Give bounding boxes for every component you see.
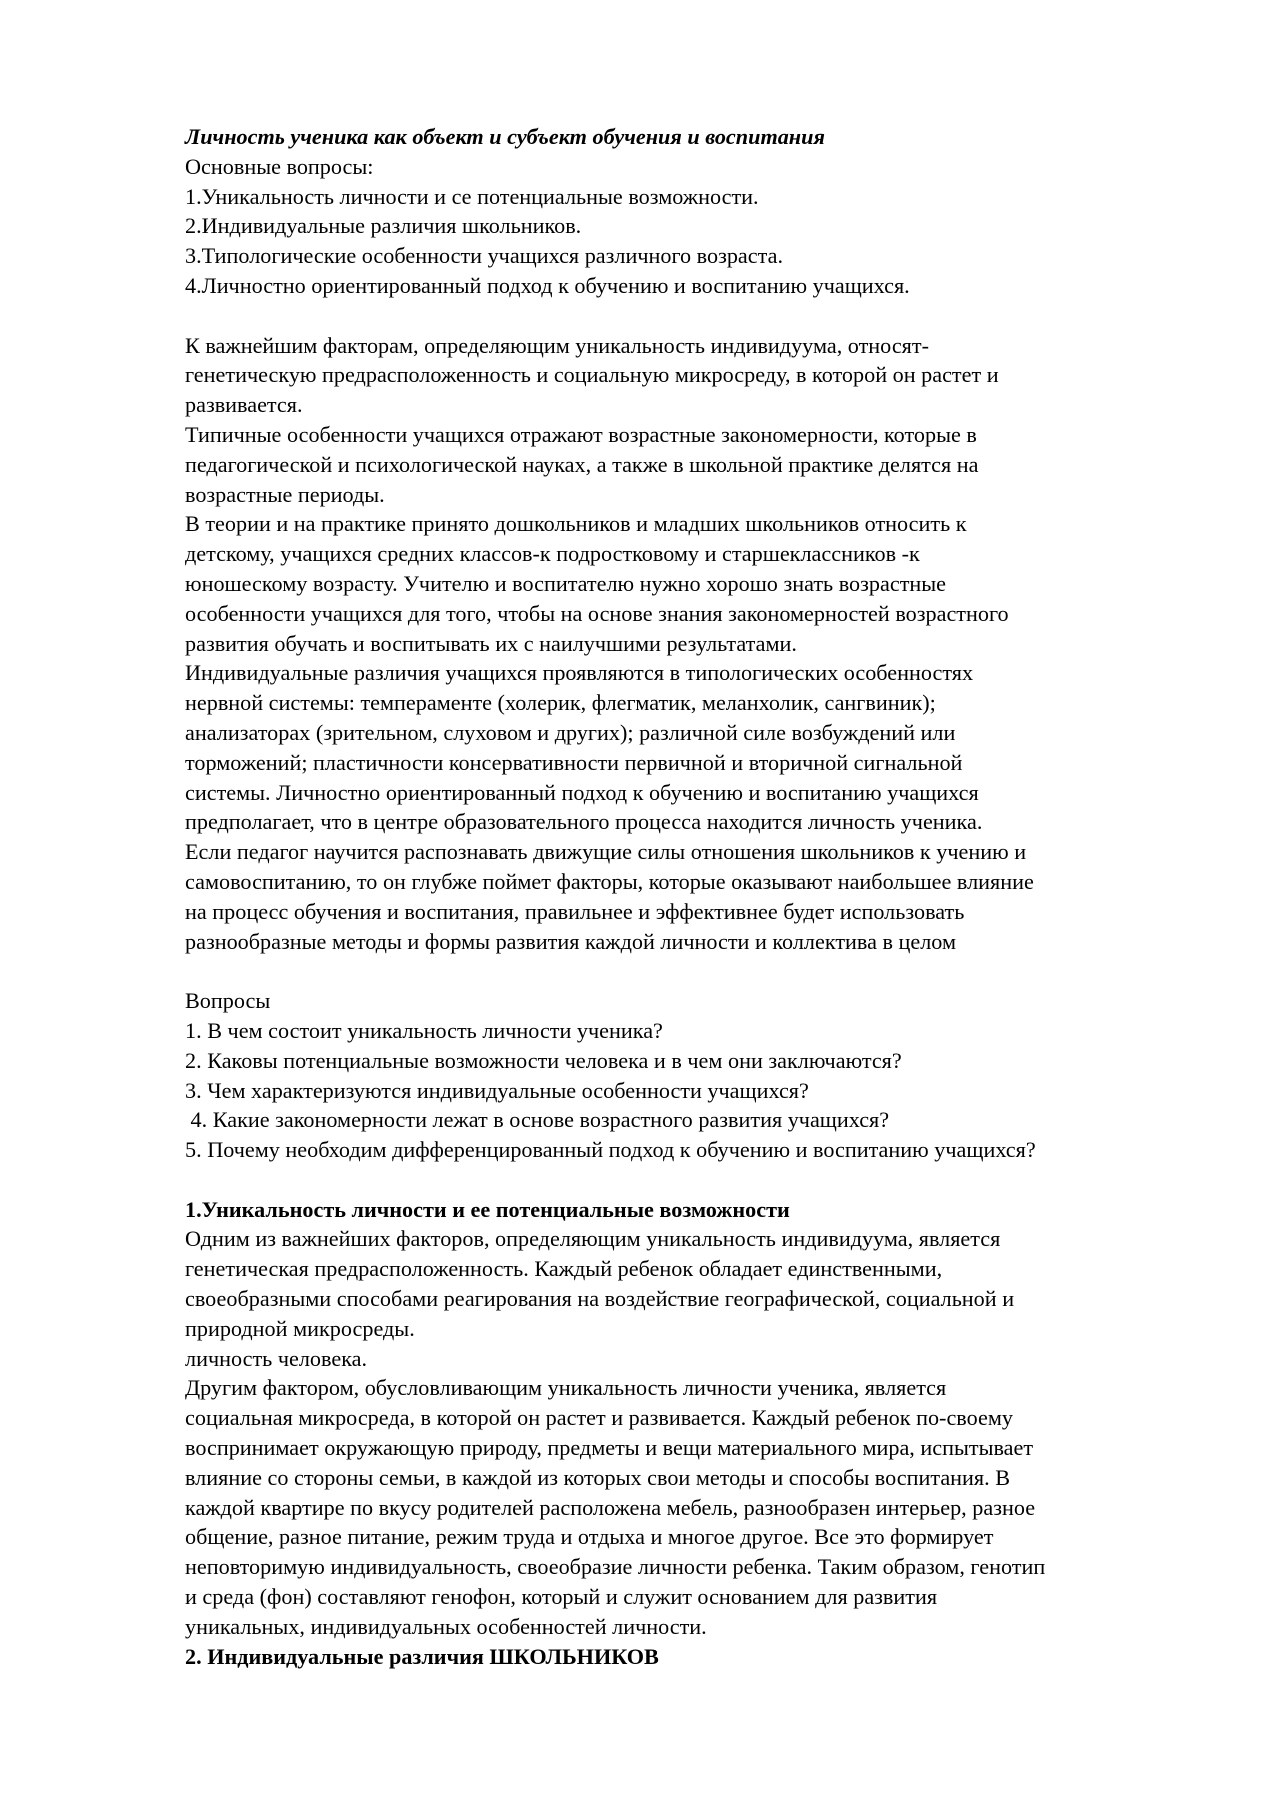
intro-line: юношескому возрасту. Учителю и воспитателю нужно хорошо знать возрастные — [185, 570, 947, 596]
section-1-line: воспринимает окружающую природу, предметы и вещи материального мира, испытывает — [185, 1435, 1034, 1461]
question-item: 2. Каковы потенциальные возможности человека и в чем они заключаются? — [185, 1047, 902, 1073]
intro-line: на процесс обучения и воспитания, правильнее и эффективнее будет использовать — [185, 898, 965, 924]
intro-line: разнообразные методы и формы развития каждой личности и коллектива в целом — [185, 928, 956, 954]
intro-line: развития обучать и воспитывать их с наилучшими результатами. — [185, 630, 797, 656]
intro-line: предполагает, что в центре образовательного процесса находится личность ученика. — [185, 809, 983, 835]
section-1-line: природной микросреды. — [185, 1315, 415, 1341]
basic-question-item: 4.Личностно ориентированный подход к обучению и воспитанию учащихся. — [185, 272, 910, 298]
intro-line: К важнейшим факторам, определяющим уникальность индивидуума, относят- — [185, 332, 929, 358]
basic-question-item: 2.Индивидуальные различия школьников. — [185, 213, 582, 239]
basic-question-item: 1.Уникальность личности и се потенциальные возможности. — [185, 183, 759, 209]
intro-line: В теории и на практике принято дошкольников и младших школьников относить к — [185, 511, 967, 537]
intro-line: Если педагог научится распознавать движущие силы отношения школьников к учению и — [185, 839, 1027, 865]
section-2-heading: 2. Индивидуальные различия ШКОЛЬНИКОВ — [185, 1643, 659, 1669]
question-item: 3. Чем характеризуются индивидуальные особенности учащихся? — [185, 1077, 809, 1103]
section-1-line: Другим фактором, обусловливающим уникальность личности ученика, является — [185, 1375, 947, 1401]
intro-line: детскому, учащихся средних классов-к подростковому и старшеклассников -к — [185, 541, 920, 567]
question-item: 1. В чем состоит уникальность личности ученика? — [185, 1017, 663, 1043]
section-1-heading: 1.Уникальность личности и ее потенциальные возможности — [185, 1196, 790, 1222]
basic-questions-heading: Основные вопросы: — [185, 153, 374, 179]
questions-heading: Вопросы — [185, 988, 271, 1014]
basic-questions — [185, 152, 1195, 301]
intro-line: системы. Личностно ориентированный подход к обучению и воспитанию учащихся — [185, 779, 979, 805]
questions-list — [185, 986, 1195, 1165]
intro-line: Типичные особенности учащихся отражают возрастные закономерности, которые в — [185, 421, 977, 447]
section-1-line: и среда (фон) составляют генофон, который и служит основанием для развития — [185, 1584, 938, 1610]
intro-line: Индивидуальные различия учащихся проявляются в типологических особенностях — [185, 660, 974, 686]
spacer — [185, 301, 1195, 331]
section-1-line: своеобразными способами реагирования на воздействие географической, социальной и — [185, 1286, 1015, 1312]
section-1-line: каждой квартире по вкусу родителей расположена мебель, разнообразен интерьер, разное — [185, 1494, 1036, 1520]
section-1-line: социальная микросреда, в которой он растет и развивается. Каждый ребенок по-своему — [185, 1405, 1013, 1431]
intro-line: самовоспитанию, то он глубже поймет факторы, которые оказывают наибольшее влияние — [185, 868, 1034, 894]
section-1-line: уникальных, индивидуальных особенностей личности. — [185, 1613, 707, 1639]
intro-line: нервной системы: темпераменте (холерик, флегматик, меланхолик, сангвиник); — [185, 690, 936, 716]
section-1-line: общение, разное питание, режим труда и отдыха и многое другое. Все это формирует — [185, 1524, 994, 1550]
intro-line: возрастные периоды. — [185, 481, 385, 507]
spacer — [185, 1165, 1195, 1195]
section-1-line: генетическая предрасположенность. Каждый ребенок обладает единственными, — [185, 1256, 943, 1282]
section-1-line: влияние со стороны семьи, в каждой из которых свои методы и способы воспитания. В — [185, 1464, 1011, 1490]
section-1-line: неповторимую индивидуальность, своеобразие личности ребенка. Таким образом, генотип — [185, 1554, 1046, 1580]
question-item: 5. Почему необходим дифференцированный подход к обучению и воспитанию учащихся? — [185, 1137, 1036, 1163]
section-1-line: личность человека. — [185, 1345, 368, 1371]
intro-line: торможений; пластичности консервативности первичной и вторичной сигнальной — [185, 749, 963, 775]
spacer — [185, 956, 1195, 986]
section-1-line: Одним из важнейших факторов, определяющим уникальность индивидуума, является — [185, 1226, 1001, 1252]
document-page — [185, 122, 1195, 1671]
intro-line: анализаторах (зрительном, слуховом и других); различной силе возбуждений или — [185, 719, 956, 745]
basic-question-item: 3.Типологические особенности учащихся различного возраста. — [185, 243, 783, 269]
document-title: Личность ученика как объект и субъект обучения и воспитания — [185, 124, 825, 149]
intro-line: особенности учащихся для того, чтобы на основе знания закономерностей возрастного — [185, 600, 1009, 626]
question-item: 4. Какие закономерности лежат в основе возрастного развития учащихся? — [185, 1107, 890, 1133]
intro-line: развивается. — [185, 392, 303, 418]
intro-paragraphs — [185, 331, 1195, 957]
section-1 — [185, 1195, 1195, 1642]
intro-line: педагогической и психологической науках, а также в школьной практике делятся на — [185, 451, 979, 477]
intro-line: генетическую предрасположенность и социальную микросреду, в которой он растет и — [185, 362, 999, 388]
